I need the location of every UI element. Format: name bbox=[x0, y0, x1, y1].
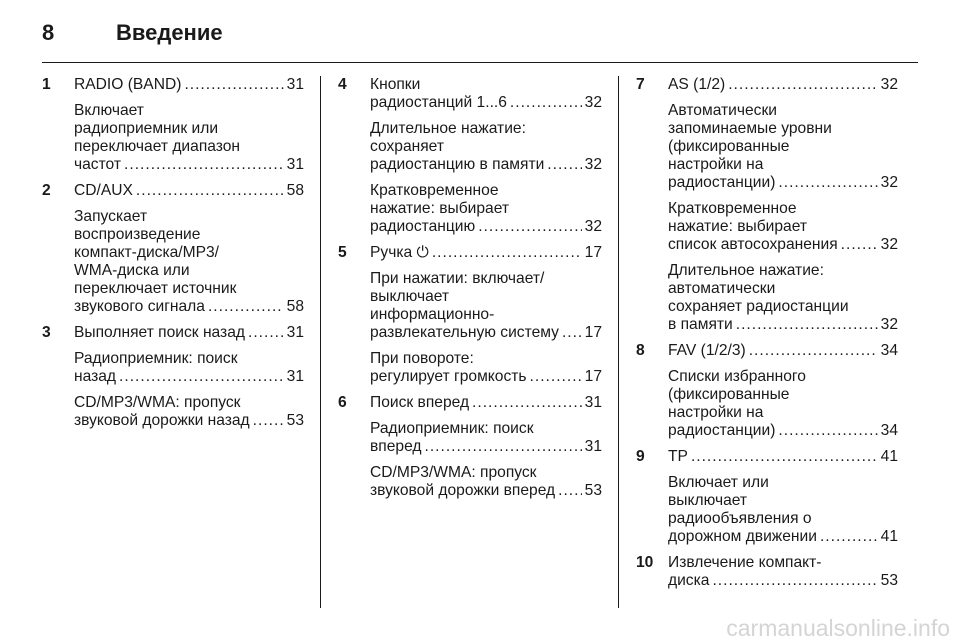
description-line: нажатие: выбирает bbox=[668, 218, 808, 235]
legend-item bbox=[636, 342, 898, 440]
item-paragraph bbox=[370, 182, 602, 236]
item-paragraph bbox=[74, 324, 304, 342]
reference-text: Поиск вперед bbox=[370, 394, 470, 411]
reference-text: регулирует громкость bbox=[370, 368, 527, 385]
description-line: Длительное нажатие: bbox=[370, 120, 526, 137]
description-line: выключает bbox=[668, 492, 748, 509]
page-reference[interactable] bbox=[74, 156, 304, 174]
reference-text: список автосохранения bbox=[668, 236, 838, 253]
reference-page: 58 bbox=[286, 182, 304, 199]
item-number: 2 bbox=[42, 182, 51, 199]
dot-leader bbox=[778, 174, 877, 192]
description-line: (фиксированные bbox=[668, 138, 790, 155]
reference-text: радиостанцию в памяти bbox=[370, 156, 545, 173]
item-number: 1 bbox=[42, 76, 51, 93]
reference-text: радиостанций 1...6 bbox=[370, 94, 507, 111]
description-line: Кратковременное bbox=[668, 200, 797, 217]
page-number: 8 bbox=[42, 20, 55, 45]
item-paragraph bbox=[668, 200, 898, 254]
column-2 bbox=[338, 76, 602, 508]
dot-leader bbox=[841, 236, 878, 254]
reference-page: 31 bbox=[584, 394, 602, 411]
description-line: Включает bbox=[74, 102, 144, 119]
reference-page: 32 bbox=[880, 76, 898, 93]
item-paragraph bbox=[370, 244, 602, 262]
description-line: настройки на bbox=[668, 156, 764, 173]
legend-item bbox=[636, 76, 898, 334]
reference-text: TP bbox=[668, 448, 688, 465]
page-reference[interactable] bbox=[370, 324, 602, 342]
reference-page: 32 bbox=[880, 236, 898, 253]
page-reference[interactable] bbox=[74, 298, 304, 316]
dot-leader bbox=[124, 156, 284, 174]
dot-leader bbox=[712, 572, 877, 590]
description-line: (фиксированные bbox=[668, 386, 790, 403]
legend-item bbox=[636, 448, 898, 546]
item-paragraph bbox=[668, 102, 898, 192]
dot-leader bbox=[184, 76, 283, 94]
page-reference[interactable] bbox=[668, 572, 898, 590]
reference-text: FAV (1/2/3) bbox=[668, 342, 746, 359]
legend-item bbox=[636, 554, 898, 590]
dot-leader bbox=[558, 482, 582, 500]
item-paragraph bbox=[370, 76, 602, 112]
item-number: 6 bbox=[338, 394, 347, 411]
description-line: WMA-диска или bbox=[74, 262, 190, 279]
reference-text: AS (1/2) bbox=[668, 76, 726, 93]
page-reference[interactable] bbox=[74, 368, 304, 386]
reference-page: 31 bbox=[286, 76, 304, 93]
dot-leader bbox=[478, 218, 581, 236]
item-number: 3 bbox=[42, 324, 51, 341]
dot-leader bbox=[208, 298, 284, 316]
reference-text: звуковой дорожки вперед bbox=[370, 482, 556, 499]
dot-leader bbox=[136, 182, 284, 200]
page-reference[interactable] bbox=[370, 482, 602, 500]
reference-page: 34 bbox=[880, 342, 898, 359]
item-paragraph bbox=[370, 420, 602, 456]
page-reference[interactable] bbox=[370, 394, 602, 412]
column-1 bbox=[42, 76, 304, 438]
description-line: переключает диапазон bbox=[74, 138, 241, 155]
dot-leader bbox=[736, 316, 878, 334]
item-paragraph bbox=[370, 350, 602, 386]
dot-leader bbox=[691, 448, 878, 466]
page-reference[interactable] bbox=[668, 76, 898, 94]
reference-text: развлекательную систему bbox=[370, 324, 559, 341]
reference-text: вперед bbox=[370, 438, 422, 455]
page-reference[interactable] bbox=[370, 218, 602, 236]
description-line: настройки на bbox=[668, 404, 764, 421]
reference-text: радиостанцию bbox=[370, 218, 476, 235]
reference-page: 31 bbox=[286, 368, 304, 385]
description-line: Кнопки bbox=[370, 76, 421, 93]
description-line: Автоматически bbox=[668, 102, 778, 119]
reference-page: 17 bbox=[584, 324, 602, 341]
reference-page: 32 bbox=[584, 94, 602, 111]
dot-leader bbox=[562, 324, 582, 342]
reference-page: 58 bbox=[286, 298, 304, 315]
description-line: Запускает bbox=[74, 208, 148, 225]
column-3 bbox=[636, 76, 898, 598]
item-paragraph bbox=[668, 554, 898, 590]
description-line: компакт-диска/MP3/ bbox=[74, 244, 220, 261]
item-number: 9 bbox=[636, 448, 645, 465]
item-paragraph bbox=[668, 474, 898, 546]
dot-leader bbox=[248, 324, 284, 342]
description-line: CD/MP3/WMA: пропуск bbox=[370, 464, 537, 481]
reference-text: звуковой дорожки назад bbox=[74, 412, 250, 429]
description-line: сохраняет радиостанции bbox=[668, 298, 849, 315]
item-paragraph bbox=[668, 448, 898, 466]
item-paragraph bbox=[370, 120, 602, 174]
page-reference[interactable] bbox=[370, 156, 602, 174]
page-reference[interactable] bbox=[370, 244, 602, 262]
page-reference[interactable] bbox=[668, 422, 898, 440]
item-paragraph bbox=[74, 182, 304, 200]
item-paragraph bbox=[370, 394, 602, 412]
description-line: Радиоприемник: поиск bbox=[74, 350, 238, 367]
item-paragraph bbox=[74, 394, 304, 430]
watermark: carmanualsonline.info bbox=[726, 615, 950, 641]
description-line: Списки избранного bbox=[668, 368, 806, 385]
reference-page: 32 bbox=[880, 316, 898, 333]
reference-text: частот bbox=[74, 156, 122, 173]
item-paragraph bbox=[668, 342, 898, 360]
description-line: сохраняет bbox=[370, 138, 444, 155]
item-number: 8 bbox=[636, 342, 645, 359]
reference-page: 17 bbox=[584, 368, 602, 385]
page-reference[interactable] bbox=[668, 528, 898, 546]
dot-leader bbox=[728, 76, 877, 94]
dot-leader bbox=[749, 342, 878, 360]
item-paragraph bbox=[668, 76, 898, 94]
item-paragraph bbox=[74, 208, 304, 316]
page-reference[interactable] bbox=[668, 316, 898, 334]
page-reference[interactable] bbox=[370, 94, 602, 112]
header-rule bbox=[42, 62, 918, 63]
reference-page: 32 bbox=[584, 156, 602, 173]
dot-leader bbox=[530, 368, 582, 386]
reference-page: 32 bbox=[584, 218, 602, 235]
description-line: радиообъявления о bbox=[668, 510, 812, 527]
reference-page: 53 bbox=[880, 572, 898, 589]
description-line: Включает или bbox=[668, 474, 769, 491]
legend-item bbox=[42, 324, 304, 430]
item-paragraph bbox=[370, 270, 602, 342]
reference-page: 53 bbox=[584, 482, 602, 499]
dot-leader bbox=[119, 368, 284, 386]
legend-item bbox=[338, 76, 602, 236]
reference-text: Ручка ⏻ bbox=[370, 244, 429, 261]
reference-text: звукового сигнала bbox=[74, 298, 205, 315]
reference-page: 34 bbox=[880, 422, 898, 439]
description-line: запоминаемые уровни bbox=[668, 120, 832, 137]
reference-page: 41 bbox=[880, 448, 898, 465]
description-line: воспроизведение bbox=[74, 226, 201, 243]
page-reference[interactable] bbox=[370, 438, 602, 456]
page-reference[interactable] bbox=[74, 324, 304, 342]
item-number: 10 bbox=[636, 554, 654, 571]
page-reference[interactable] bbox=[668, 236, 898, 254]
description-line: При нажатии: включает/ bbox=[370, 270, 545, 287]
page-reference[interactable] bbox=[668, 448, 898, 466]
description-line: переключает источник bbox=[74, 280, 237, 297]
reference-text: Выполняет поиск назад bbox=[74, 324, 245, 341]
reference-page: 31 bbox=[286, 324, 304, 341]
dot-leader bbox=[778, 422, 877, 440]
section-title: Введение bbox=[116, 20, 223, 45]
item-paragraph bbox=[370, 464, 602, 500]
description-line: Длительное нажатие: bbox=[668, 262, 824, 279]
description-line: Кратковременное bbox=[370, 182, 499, 199]
page-header bbox=[42, 20, 223, 48]
reference-page: 32 bbox=[880, 174, 898, 191]
item-paragraph bbox=[74, 76, 304, 94]
reference-text: в памяти bbox=[668, 316, 733, 333]
page-reference[interactable] bbox=[74, 76, 304, 94]
legend-item bbox=[42, 76, 304, 174]
item-number: 4 bbox=[338, 76, 347, 93]
dot-leader bbox=[425, 438, 582, 456]
description-line: Радиоприемник: поиск bbox=[370, 420, 534, 437]
item-paragraph bbox=[74, 350, 304, 386]
page-reference[interactable] bbox=[370, 368, 602, 386]
reference-text: радиостанции) bbox=[668, 174, 776, 191]
dot-leader bbox=[432, 244, 582, 262]
page-reference[interactable] bbox=[74, 412, 304, 430]
dot-leader bbox=[253, 412, 284, 430]
column-divider bbox=[320, 76, 321, 608]
description-line: автоматически bbox=[668, 280, 776, 297]
item-number: 5 bbox=[338, 244, 347, 261]
description-line: При повороте: bbox=[370, 350, 474, 367]
reference-page: 31 bbox=[584, 438, 602, 455]
description-line: выключает bbox=[370, 288, 450, 305]
reference-page: 53 bbox=[286, 412, 304, 429]
description-line: CD/MP3/WMA: пропуск bbox=[74, 394, 241, 411]
item-paragraph bbox=[74, 102, 304, 174]
reference-text: дорожном движении bbox=[668, 528, 817, 545]
description-line: радиоприемник или bbox=[74, 120, 219, 137]
description-line: Извлечение компакт- bbox=[668, 554, 822, 571]
description-line: информационно- bbox=[370, 306, 495, 323]
dot-leader bbox=[510, 94, 582, 112]
legend-item bbox=[338, 394, 602, 500]
reference-page: 41 bbox=[880, 528, 898, 545]
column-divider bbox=[618, 76, 619, 608]
legend-item bbox=[42, 182, 304, 316]
dot-leader bbox=[472, 394, 582, 412]
reference-page: 31 bbox=[286, 156, 304, 173]
reference-page: 17 bbox=[584, 244, 602, 261]
item-paragraph bbox=[668, 262, 898, 334]
reference-text: CD/AUX bbox=[74, 182, 133, 199]
page-reference[interactable] bbox=[74, 182, 304, 200]
item-paragraph bbox=[668, 368, 898, 440]
dot-leader bbox=[547, 156, 581, 174]
item-number: 7 bbox=[636, 76, 645, 93]
page-reference[interactable] bbox=[668, 174, 898, 192]
dot-leader bbox=[820, 528, 878, 546]
reference-text: RADIO (BAND) bbox=[74, 76, 182, 93]
reference-text: диска bbox=[668, 572, 710, 589]
reference-text: радиостанции) bbox=[668, 422, 776, 439]
reference-text: назад bbox=[74, 368, 117, 385]
description-line: нажатие: выбирает bbox=[370, 200, 510, 217]
legend-item bbox=[338, 244, 602, 386]
page-reference[interactable] bbox=[668, 342, 898, 360]
